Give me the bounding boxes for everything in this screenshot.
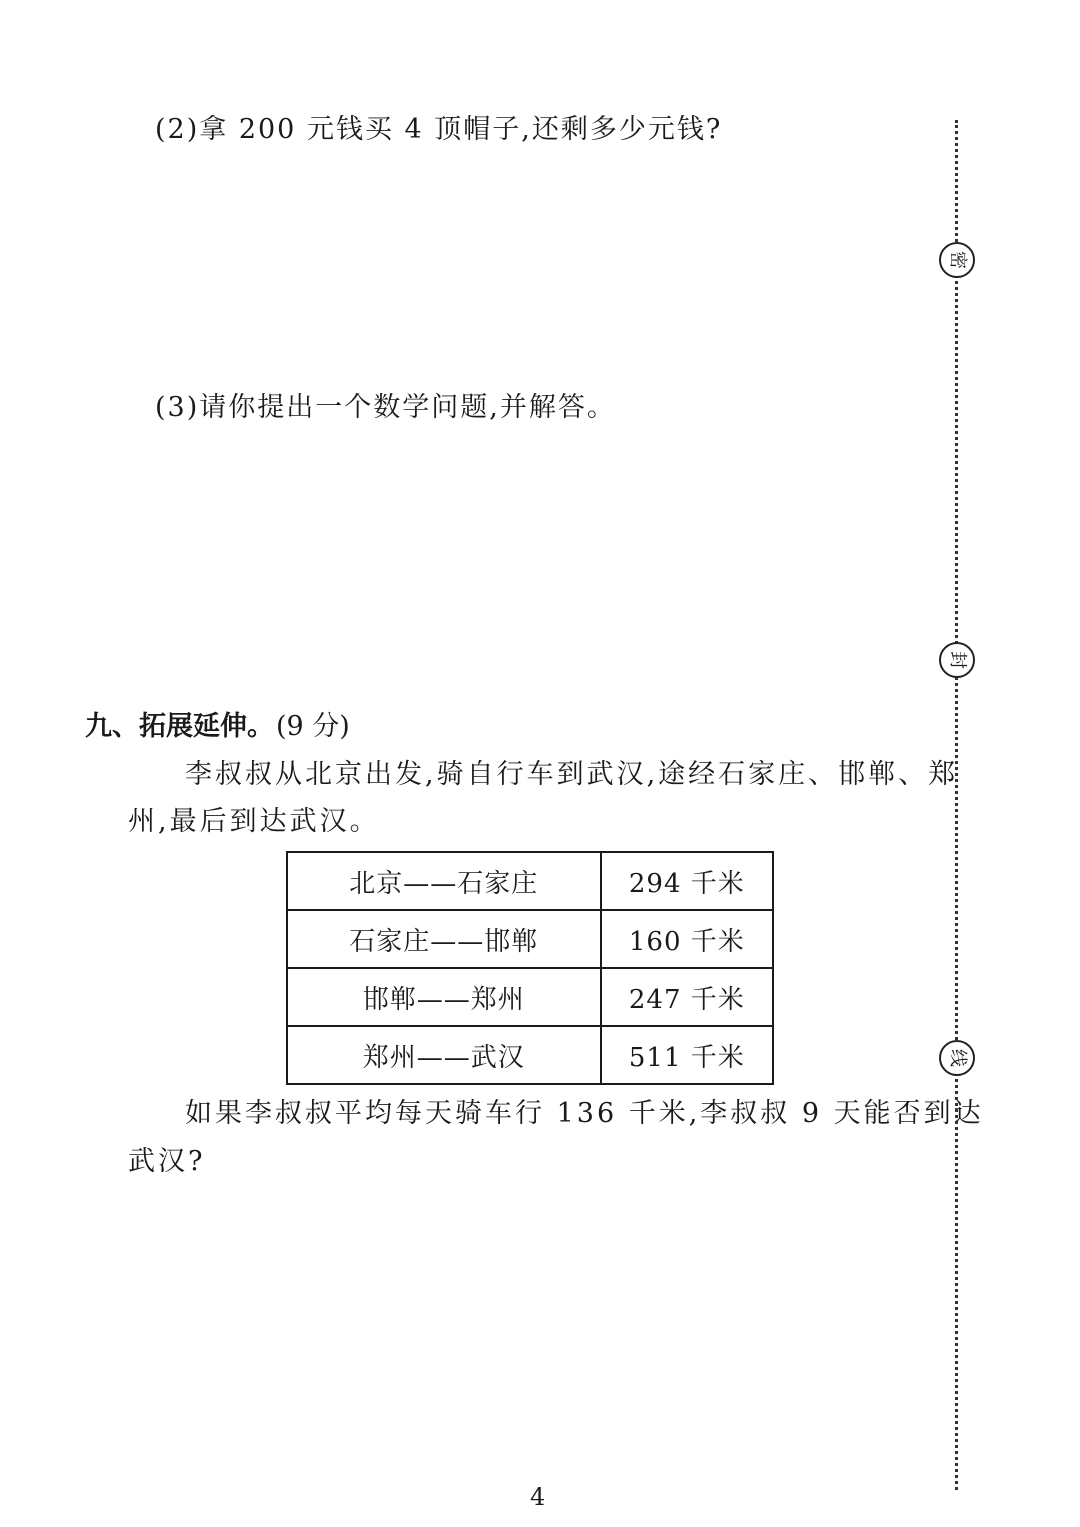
- question-line-2: 武汉?: [128, 1146, 206, 1177]
- intro-line-2: 州,最后到达武汉。: [128, 806, 380, 837]
- table-row: [287, 910, 773, 968]
- route-cell: 郑州——武汉: [287, 1026, 601, 1084]
- distance-cell: 294 千米: [601, 852, 773, 910]
- route-cell: 石家庄——邯郸: [287, 910, 601, 968]
- section-title: [85, 713, 350, 740]
- distance-cell: 160 千米: [601, 910, 773, 968]
- question-3: (3)请你提出一个数学问题,并解答。: [155, 392, 616, 423]
- page-number: 4: [530, 1483, 546, 1511]
- binding-mark-seal: 密: [939, 242, 975, 278]
- table-row: [287, 852, 773, 910]
- intro-line-1: 李叔叔从北京出发,骑自行车到武汉,途经石家庄、邯郸、郑: [185, 759, 959, 790]
- route-cell: 邯郸——郑州: [287, 968, 601, 1026]
- section-score: (9 分): [276, 711, 350, 742]
- table-row: [287, 1026, 773, 1084]
- section-title-text: 九、拓展延伸。: [85, 711, 274, 742]
- table-row: [287, 968, 773, 1026]
- question-2: (2)拿 200 元钱买 4 顶帽子,还剩多少元钱?: [155, 114, 723, 145]
- route-cell: 北京——石家庄: [287, 852, 601, 910]
- distance-cell: 511 千米: [601, 1026, 773, 1084]
- binding-mark-line: 线: [939, 1040, 975, 1076]
- distance-cell: 247 千米: [601, 968, 773, 1026]
- question-line-1: 如果李叔叔平均每天骑车行 136 千米,李叔叔 9 天能否到达: [185, 1098, 984, 1129]
- binding-mark-seal: 封: [939, 642, 975, 678]
- binding-line: [955, 120, 958, 1490]
- distance-table: [286, 851, 774, 1085]
